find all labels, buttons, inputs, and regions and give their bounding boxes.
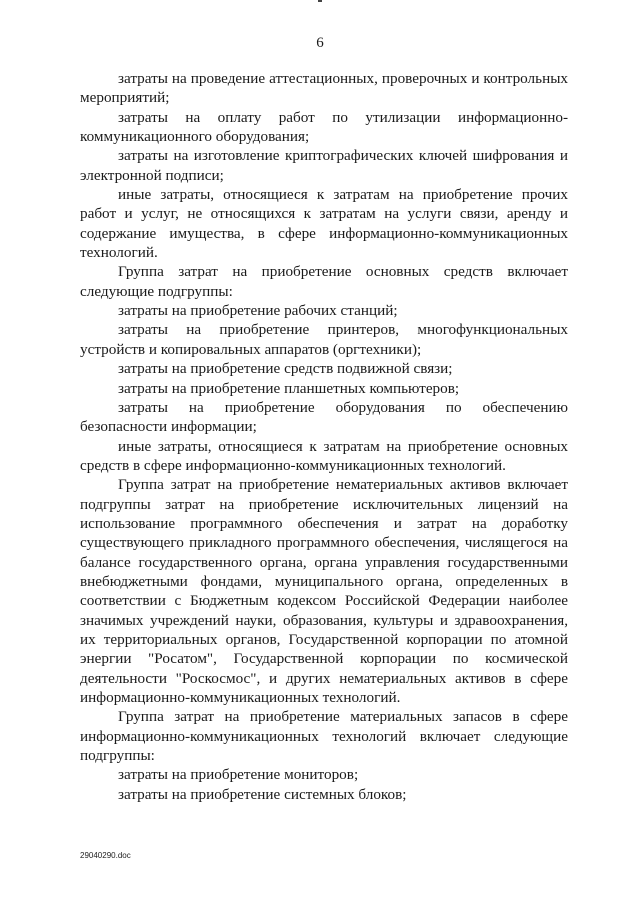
paragraph: иные затраты, относящиеся к затратам на приобретение основных средств в сфере информационно-коммуникационных технологий. [80, 437, 568, 474]
paragraph: Группа затрат на приобретение основных средств включает следующие подгруппы: [80, 263, 568, 300]
page-number: 6 [316, 35, 324, 51]
paragraph: затраты на приобретение рабочих станций; [118, 302, 398, 320]
scan-mark [318, 0, 322, 2]
paragraph: Группа затрат на приобретение нематериальных активов включает подгруппы затрат на приобретение исключительных лицензий на использование программного обеспечения и затрат на доработку существующего прикладного программного обеспечения, числящегося на балансе государственного органа, органа управления государственными внебюджетными фондами, муниципального органа, определенных в соответствии с Бюджетным кодексом Российской Федерации наиболее значимых учреждений науки, образования, культуры и здравоохранения, их территориальных органов, Государственной корпорации по атомной энергии "Росатом", Государственной корпорации по космической деятельности "Роскосмос", и других нематериальных активов в сфере информационно-коммуникационных технологий. [80, 476, 568, 706]
document-body [80, 69, 568, 804]
paragraph: затраты на приобретение принтеров, многофункциональных устройств и копировальных аппаратов (оргтехники); [80, 321, 568, 358]
paragraph: затраты на оплату работ по утилизации информационно-коммуникационного оборудования; [80, 108, 568, 146]
paragraph: затраты на приобретение средств подвижной связи; [118, 360, 453, 378]
paragraph: затраты на приобретение мониторов; [118, 766, 359, 784]
paragraph: затраты на приобретение оборудования по обеспечению безопасности информации; [80, 398, 568, 436]
paragraph: иные затраты, относящиеся к затратам на приобретение прочих работ и услуг, не относящихся к затратам на услуги связи, аренду и содержание имущества, в сфере информационно-коммуникационных технологий. [80, 186, 568, 262]
paragraph: затраты на проведение аттестационных, проверочных и контрольных мероприятий; [80, 70, 568, 107]
file-name-footer: 29040290.doc [80, 851, 131, 860]
paragraph: затраты на приобретение системных блоков; [118, 785, 407, 803]
paragraph: затраты на приобретение планшетных компьютеров; [118, 379, 460, 397]
paragraph: затраты на изготовление криптографических ключей шифрования и электронной подписи; [80, 147, 568, 184]
paragraph: Группа затрат на приобретение материальных запасов в сфере информационно-коммуникационных технологий включает следующие подгруппы: [80, 708, 568, 765]
